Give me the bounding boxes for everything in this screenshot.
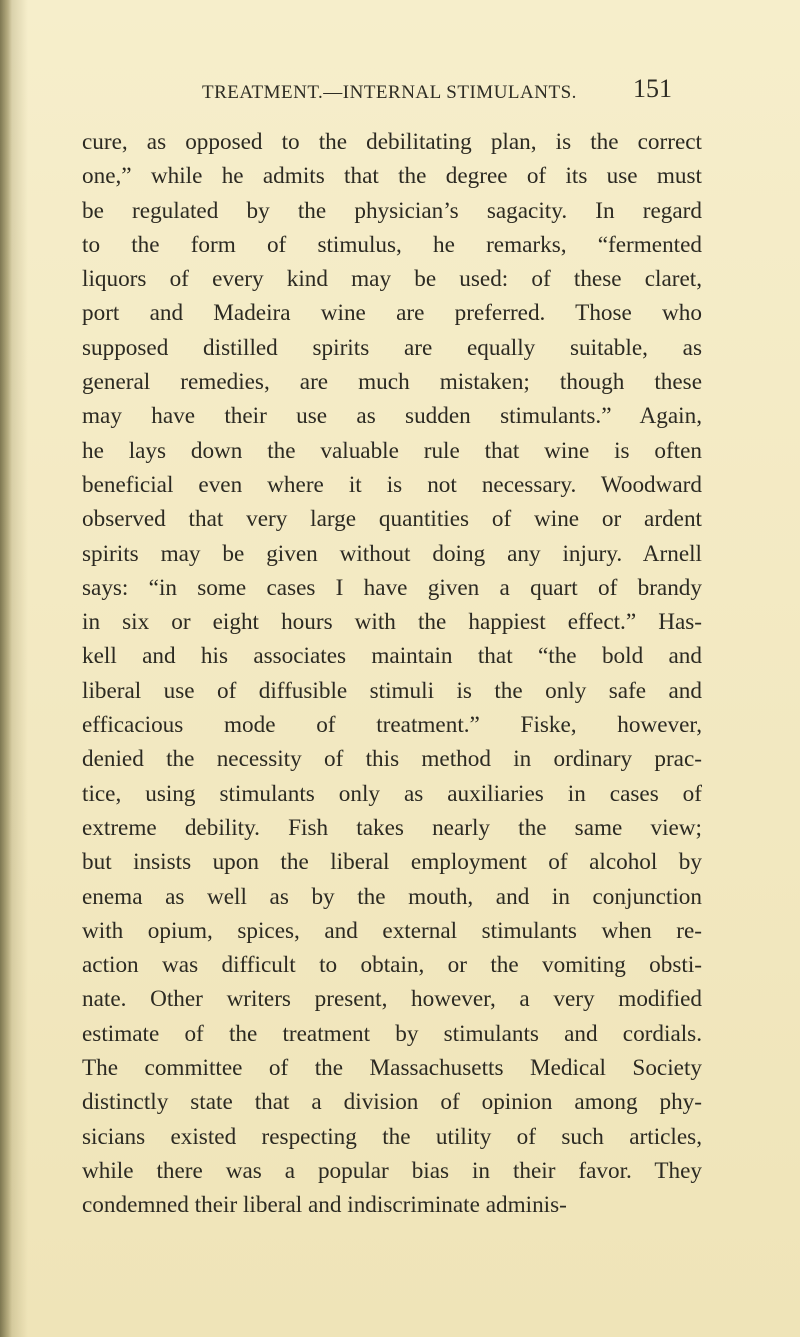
text-line: cure, as opposed to the debilitating plan, is the correct (82, 129, 702, 155)
running-head: TREATMENT.—INTERNAL STIMULANTS. (202, 82, 577, 103)
text-line: in six or eight hours with the happiest effect.” Has- (82, 609, 702, 636)
body-text (82, 125, 702, 1223)
text-line: one,” while he admits that the degree of its use must (82, 163, 702, 190)
text-line: action was difficult to obtain, or the vomiting obsti- (82, 952, 702, 979)
text-line: The committee of the Massachusetts Medical Society (82, 1055, 702, 1082)
page-gutter-shadow (0, 0, 12, 1337)
text-line: efficacious mode of treatment.” Fiske, however, (82, 712, 702, 739)
text-line: estimate of the treatment by stimulants and cordials. (82, 1020, 702, 1047)
text-line: distinctly state that a division of opinion among phy- (82, 1089, 702, 1116)
text-line: while there was a popular bias in their favor. They (82, 1157, 702, 1184)
text-line: denied the necessity of this method in ordinary prac- (82, 746, 702, 773)
text-line: liquors of every kind may be used: of these claret, (82, 266, 702, 293)
text-line: he lays down the valuable rule that wine is often (82, 437, 702, 464)
page-number: 151 (633, 74, 672, 103)
text-line: supposed distilled spirits are equally suitable, as (82, 334, 702, 361)
text-line: with opium, spices, and external stimulants when re- (82, 917, 702, 944)
text-line: condemned their liberal and indiscriminate adminis- (82, 1192, 567, 1219)
text-line: nate. Other writers present, however, a very modified (82, 986, 702, 1013)
text-line: but insists upon the liberal employment of alcohol by (82, 849, 702, 876)
text-line: may have their use as sudden stimulants.” Again, (82, 403, 702, 430)
text-line: liberal use of diffusible stimuli is the only safe and (82, 677, 702, 704)
text-line: says: “in some cases I have given a quart of brandy (82, 574, 702, 601)
text-line: port and Madeira wine are preferred. Those who (82, 300, 702, 327)
text-line: sicians existed respecting the utility of such articles, (82, 1123, 702, 1150)
text-line: tice, using stimulants only as auxiliaries in cases of (82, 780, 702, 807)
text-line: kell and his associates maintain that “the bold and (82, 643, 702, 670)
text-line: observed that very large quantities of wine or ardent (82, 506, 702, 533)
text-line: extreme debility. Fish takes nearly the same view; (82, 814, 702, 841)
text-line: spirits may be given without doing any injury. Arnell (82, 540, 702, 567)
text-line: general remedies, are much mistaken; though these (82, 369, 702, 396)
text-line: to the form of stimulus, he remarks, “fermented (82, 231, 702, 258)
text-line: enema as well as by the mouth, and in conjunction (82, 883, 702, 910)
text-line: beneficial even where it is not necessary. Woodward (82, 471, 702, 498)
text-line: be regulated by the physician’s sagacity. In regard (82, 197, 702, 224)
